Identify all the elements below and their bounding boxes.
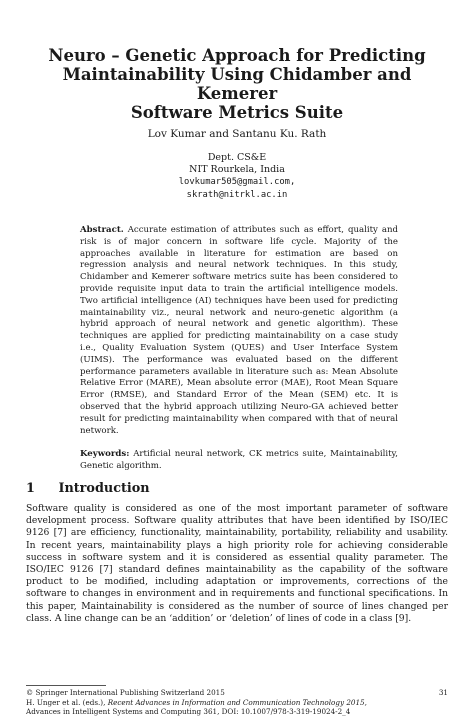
abstract [80, 225, 398, 473]
keywords [80, 449, 398, 473]
authors: Lov Kumar and Santanu Ku. Rath [147, 128, 327, 140]
affiliation-institute: NIT Rourkela, India [189, 164, 285, 176]
footer-row-1 [26, 688, 448, 698]
abstract-text: Accurate estimation of attributes such as effort, quality and risk is of major concern in software life cycle. Majority of the approaches available in literature for estimation are based on regression analysis and neural network techniques. In this study, Chidamber and Kemerer software metrics suite has been considered to provide requisite input data to train the artificial intelligence models. Two artificial intelligence (AI) techniques have been used for predicting maintainability viz., neural network and neuro-genetic algorithm (a hybrid approach of neural network and genetic algorithm). These techniques are applied for predicting maintainability on a case study i.e., Quality Evaluation System (QUES) and User Interface System (UIMS). The performance was evaluated based on the different performance parameters available in literature such as: Mean Absolute Relative Error (MARE), Mean absolute error (MAE), Root Mean Square Error (RMSE), and Standard Error of the Mean (SEM) etc. It is observed that the hybrid approach utilizing Neuro-GA achieved better result for predicting maintainability when compared with that of neural network. [80, 225, 398, 436]
title-line-3: Software Metrics Suite [130, 103, 344, 122]
email-1: lovkumar505@gmail.com, [178, 177, 296, 188]
title-line-1: Neuro – Genetic Approach for Predicting [48, 46, 426, 65]
editors: H. Unger et al. (eds.), [26, 697, 106, 707]
series-info: Advances in Intelligent Systems and Computing 361, DOI: 10.1007/978-3-319-19024-2_4 [26, 707, 351, 717]
affiliation-dept: Dept. CS&E [207, 152, 267, 163]
section-heading [26, 481, 150, 496]
page-number: 31 [438, 688, 448, 697]
footer [26, 688, 448, 717]
keywords-label: Keywords: [80, 449, 130, 460]
book-title: Recent Advances in Information and Communication Technology 2015, [107, 697, 367, 707]
body-paragraph: Software quality is considered as one of the most important parameter of software development process. Software quality attributes that have been identified by ISO/IEC 9126 [7] are efficiency, functionality, maintainability, portability, reliability and usability. In recent years, maintainability plays a high priority role for achieving considerable success in software system and it is considered as essential quality parameter. The ISO/IEC 9126 [7] standard defines maintainability as the capability of the software product to be modified, including adaptation or improvements, corrections of the software to changes in environment and in requirements and functional specifications. In this paper, Maintainability is considered as the number of source of lines changed per class. A line change can be an ‘addition’ or ‘deletion’ of lines of code in a class [9]. [26, 503, 448, 624]
keywords-text: Artificial neural network, CK metrics suite, Maintainability, Genetic algorithm. [80, 449, 399, 472]
section-number: 1 [26, 481, 35, 496]
footnote-divider [26, 685, 106, 686]
section-title: Introduction [58, 481, 150, 496]
abstract-label: Abstract. [80, 225, 124, 235]
footer-row-2 [26, 698, 448, 708]
copyright: © Springer International Publishing Switzerland 2015 [26, 688, 225, 697]
title-line-2: Maintainability Using Chidamber and Kemerer [62, 65, 412, 103]
paper-title [40, 46, 434, 122]
abstract-paragraph [80, 225, 398, 437]
email-2: skrath@nitrkl.ac.in [186, 189, 288, 200]
affiliation [0, 152, 474, 201]
